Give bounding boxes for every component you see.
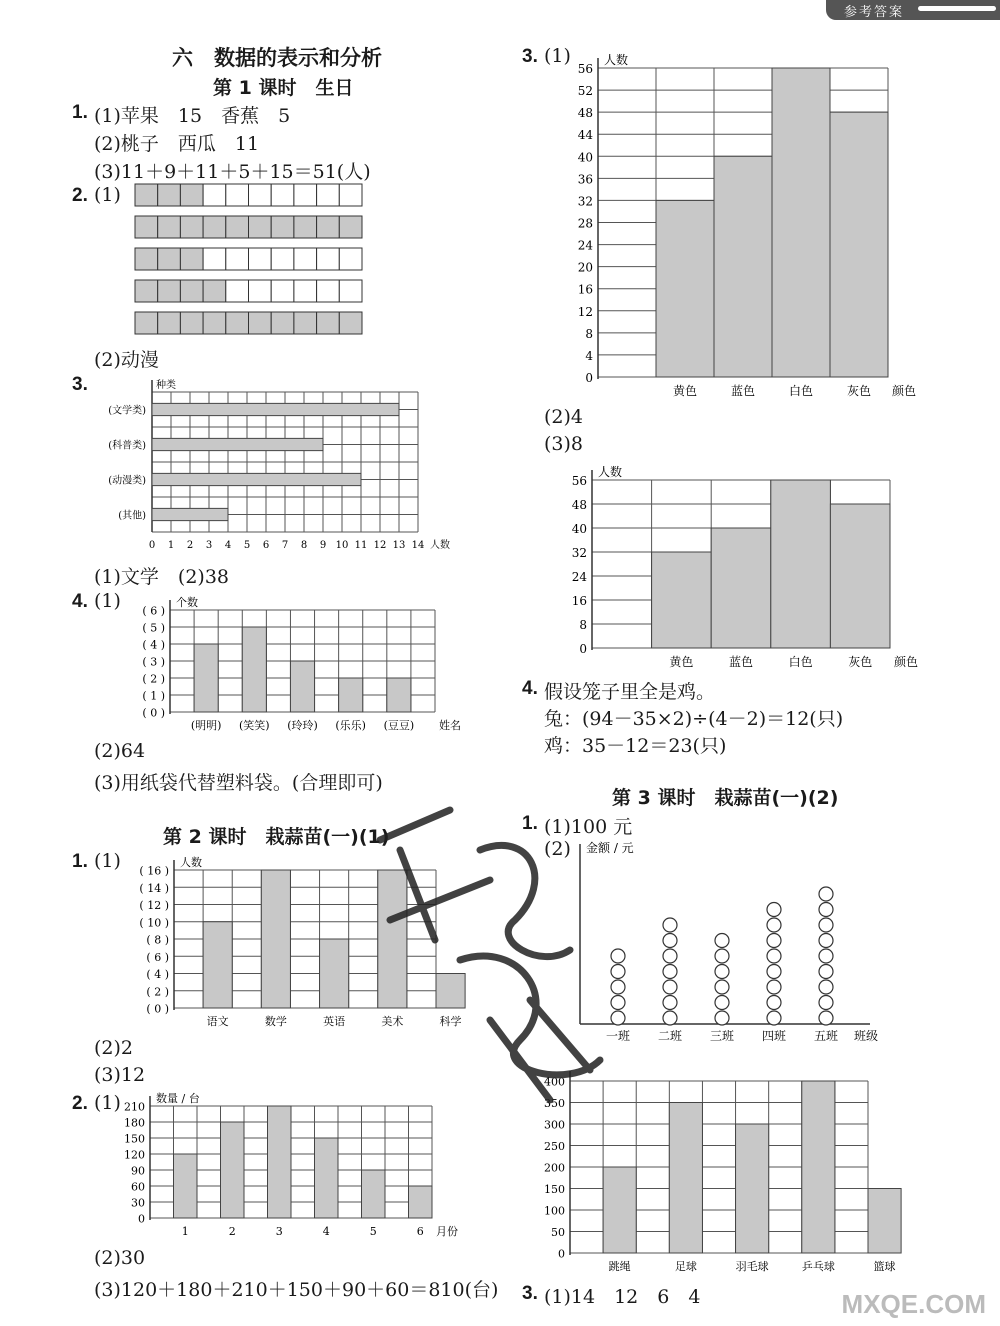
r3-q3-number: 3. xyxy=(522,1283,538,1304)
coin-icon xyxy=(767,980,781,994)
y-axis-label: 个数 xyxy=(176,596,198,609)
filled-cell xyxy=(180,312,203,334)
y-tick-label: ( 6 ) xyxy=(146,950,169,964)
coin-icon xyxy=(715,996,729,1010)
filled-cell xyxy=(317,312,340,334)
l-q4-sub1: (1) xyxy=(94,590,121,612)
y-tick-label: 32 xyxy=(577,194,593,209)
filled-cell xyxy=(271,312,294,334)
filled-cell xyxy=(203,216,226,238)
x-tick-label: 蓝色 xyxy=(728,655,754,669)
y-tick-label: ( 1 ) xyxy=(142,689,165,703)
bar-1 xyxy=(174,1154,198,1218)
x-tick-label: 羽毛球 xyxy=(735,1260,769,1273)
x-axis-label: 班级 xyxy=(854,1029,879,1043)
y-tick-label: 150 xyxy=(544,1183,565,1196)
bar-语文 xyxy=(203,922,232,1008)
coin-icon xyxy=(611,980,625,994)
x-tick-label: 3 xyxy=(275,1225,283,1238)
coin-icon xyxy=(611,965,625,979)
filled-cell xyxy=(294,216,317,238)
x-tick-label: 蓝色 xyxy=(730,384,756,398)
bar-白色 xyxy=(772,68,830,377)
x-axis-label: 颜色 xyxy=(892,384,917,398)
x-tick-label: 黄色 xyxy=(672,384,698,398)
site-watermark-logo: MXQE.COM xyxy=(841,1289,986,1319)
bar-跳绳 xyxy=(603,1167,636,1253)
x-axis-label: 姓名 xyxy=(439,719,461,732)
bar-乒乓球 xyxy=(802,1081,835,1253)
x-tick-label: 10 xyxy=(335,540,349,551)
r-q4-number: 4. xyxy=(522,678,538,699)
y-tick-label: 48 xyxy=(571,498,587,512)
bar-英语 xyxy=(320,939,349,1008)
coin-icon xyxy=(663,996,677,1010)
l-q3-number: 3. xyxy=(72,374,88,395)
y-tick-label: 180 xyxy=(124,1116,145,1130)
empty-cell xyxy=(294,184,317,206)
answer-key-badge xyxy=(826,0,1000,20)
y-tick-label: 40 xyxy=(577,150,593,165)
empty-cell xyxy=(249,280,272,302)
x-tick-label: 灰色 xyxy=(848,655,873,669)
coin-icon xyxy=(767,996,781,1010)
l2-q2-number: 2. xyxy=(72,1093,88,1114)
x-tick-label: 11 xyxy=(354,540,368,551)
l-q4-sub2: (2)64 xyxy=(94,740,146,762)
l-q4-chart xyxy=(118,588,478,734)
y-tick-label: ( 12 ) xyxy=(139,899,169,912)
l-q2-number: 2. xyxy=(72,185,88,206)
filled-cell xyxy=(226,216,249,238)
x-tick-label: 6 xyxy=(416,1225,424,1238)
x-tick-label: 6 xyxy=(262,540,270,551)
empty-cell xyxy=(226,248,249,270)
filled-cell xyxy=(135,280,158,302)
bar-(豆豆) xyxy=(387,678,411,712)
coin-icon xyxy=(663,934,677,948)
coin-icon xyxy=(767,1011,781,1025)
coin-icon xyxy=(715,1011,729,1025)
bar-(明明) xyxy=(194,644,218,712)
y-tick-label: 0 xyxy=(138,1212,145,1226)
x-tick-label: 三班 xyxy=(709,1029,735,1043)
coin-icon xyxy=(819,965,833,979)
l2-q1-chart xyxy=(120,846,462,1030)
bar-羽毛球 xyxy=(736,1124,769,1253)
coin-icon xyxy=(715,965,729,979)
filled-cell xyxy=(135,312,158,334)
bar-(乐乐) xyxy=(339,678,363,712)
x-axis-label: 人数 xyxy=(430,540,450,551)
filled-cell xyxy=(135,184,158,206)
y-tick-label: 400 xyxy=(544,1075,565,1089)
empty-cell xyxy=(317,280,340,302)
y-axis-label: 人数 xyxy=(180,856,202,869)
y-tick-label: ( 4 ) xyxy=(142,638,165,652)
y-tick-label: (动漫类) xyxy=(108,475,146,487)
x-tick-label: 4 xyxy=(224,540,232,551)
x-tick-label: 四班 xyxy=(761,1029,787,1043)
filled-cell xyxy=(339,312,362,334)
r-q3-sub1: (1) xyxy=(544,45,571,67)
filled-cell xyxy=(158,216,181,238)
bar-黄色 xyxy=(652,552,712,648)
y-tick-label: ( 0 ) xyxy=(142,706,165,720)
coin-icon xyxy=(819,996,833,1010)
bar-数学 xyxy=(261,870,290,1008)
empty-cell xyxy=(226,280,249,302)
y-tick-label: ( 8 ) xyxy=(146,933,169,947)
coin-icon xyxy=(611,996,625,1010)
x-tick-label: 14 xyxy=(411,540,425,551)
filled-cell xyxy=(271,216,294,238)
l-q4-sub3: (3)用纸袋代替塑料袋。(合理即可) xyxy=(94,772,383,794)
y-tick-label: 90 xyxy=(131,1164,145,1178)
x-tick-label: 7 xyxy=(281,540,289,551)
y-tick-label: ( 2 ) xyxy=(146,985,169,999)
coin-icon xyxy=(819,949,833,963)
coin-icon xyxy=(767,918,781,932)
r-q3-number: 3. xyxy=(522,46,538,67)
y-tick-label: 0 xyxy=(585,371,593,385)
r3-q1-pictograph xyxy=(570,834,900,1054)
x-tick-label: (笑笑) xyxy=(239,719,270,732)
y-tick-label: ( 14 ) xyxy=(139,881,169,895)
lesson1-title: 第 1 课时 生日 xyxy=(213,77,354,99)
empty-cell xyxy=(339,280,362,302)
x-tick-label: 五班 xyxy=(813,1029,839,1043)
y-tick-label: 16 xyxy=(577,282,593,297)
r-q4-line1: 假设笼子里全是鸡。 xyxy=(544,681,716,703)
x-tick-label: 2 xyxy=(228,1225,236,1238)
x-tick-label: 乒乓球 xyxy=(801,1260,835,1273)
y-tick-label: 150 xyxy=(124,1132,145,1146)
coin-icon xyxy=(611,949,625,963)
coin-icon xyxy=(819,934,833,948)
l2-q1-sub1: (1) xyxy=(94,850,121,872)
empty-cell xyxy=(271,184,294,206)
y-tick-label: 36 xyxy=(577,172,593,187)
filled-cell xyxy=(249,312,272,334)
y-tick-label: 120 xyxy=(124,1148,145,1162)
x-tick-label: 13 xyxy=(392,540,406,551)
r-q3-chart-b xyxy=(550,455,919,675)
y-tick-label: 28 xyxy=(577,216,593,231)
l2-q2-sub3: (3)120＋180＋210＋150＋90＋60＝810(台) xyxy=(94,1279,499,1301)
y-tick-label: 350 xyxy=(544,1097,565,1110)
x-tick-label: 科学 xyxy=(439,1015,462,1028)
filled-cell xyxy=(158,280,181,302)
y-tick-label: ( 10 ) xyxy=(139,916,169,930)
filled-cell xyxy=(226,312,249,334)
coin-icon xyxy=(663,1011,677,1025)
filled-cell xyxy=(294,312,317,334)
x-tick-label: 语文 xyxy=(206,1015,229,1028)
r-q4-line3: 鸡：35－12＝23(只) xyxy=(544,735,727,757)
filled-cell xyxy=(158,248,181,270)
y-tick-label: 12 xyxy=(577,304,593,319)
empty-cell xyxy=(339,248,362,270)
bar-(玲玲) xyxy=(290,661,314,712)
coin-icon xyxy=(663,918,677,932)
l-q4-number: 4. xyxy=(72,591,88,612)
y-tick-label: 16 xyxy=(571,594,587,608)
x-tick-label: 跳绳 xyxy=(608,1260,631,1273)
bar-蓝色 xyxy=(711,528,771,648)
x-tick-label: 4 xyxy=(322,1225,330,1238)
x-tick-label: 足球 xyxy=(674,1260,697,1273)
l2-q2-chart xyxy=(112,1088,472,1243)
x-tick-label: (乐乐) xyxy=(335,719,366,732)
y-tick-label: 44 xyxy=(577,128,593,143)
y-tick-label: 200 xyxy=(544,1161,565,1175)
x-tick-label: 9 xyxy=(319,540,327,551)
y-tick-label: 0 xyxy=(579,642,587,656)
l-q1-c: (3)11＋9＋11＋5＋15＝51(人) xyxy=(94,161,371,183)
y-tick-label: (其他) xyxy=(118,510,146,522)
l-q2-sub2: (2)动漫 xyxy=(94,349,159,371)
y-tick-label: ( 4 ) xyxy=(146,968,169,981)
x-tick-label: 白色 xyxy=(788,655,813,669)
bar-(文学类) xyxy=(152,403,399,415)
bar-足球 xyxy=(669,1103,702,1254)
coin-icon xyxy=(663,965,677,979)
r-q4-line2: 兔：(94－35×2)÷(4－2)＝12(只) xyxy=(544,708,844,730)
l2-q1-number: 1. xyxy=(72,851,88,872)
bar-(笑笑) xyxy=(242,627,266,712)
bar-(动漫类) xyxy=(152,473,361,485)
bar-3 xyxy=(268,1106,292,1218)
empty-cell xyxy=(226,184,249,206)
x-tick-label: 5 xyxy=(369,1225,377,1238)
empty-cell xyxy=(317,248,340,270)
r-q3-sub3: (3)8 xyxy=(544,433,584,455)
y-tick-label: 48 xyxy=(577,106,593,121)
filled-cell xyxy=(158,312,181,334)
x-tick-label: 一班 xyxy=(605,1029,631,1043)
x-tick-label: 1 xyxy=(181,1225,189,1238)
filled-cell xyxy=(203,280,226,302)
bar-2 xyxy=(221,1122,245,1218)
y-tick-label: 4 xyxy=(585,348,593,363)
x-tick-label: 2 xyxy=(186,540,194,551)
y-tick-label: 300 xyxy=(544,1118,565,1132)
x-tick-label: 黄色 xyxy=(669,655,694,669)
y-tick-label: 24 xyxy=(571,570,587,584)
coin-icon xyxy=(663,949,677,963)
bar-篮球 xyxy=(868,1189,901,1254)
y-tick-label: 40 xyxy=(571,522,587,536)
y-axis-label: 人数 xyxy=(598,465,623,479)
coin-icon xyxy=(611,1011,625,1025)
unit-title: 六 数据的表示和分析 xyxy=(172,46,382,70)
l-q1-number: 1. xyxy=(72,102,88,123)
y-tick-label: 24 xyxy=(577,238,593,253)
x-tick-label: 二班 xyxy=(657,1029,683,1043)
y-tick-label: 30 xyxy=(131,1196,145,1210)
y-tick-label: 8 xyxy=(585,326,593,341)
x-tick-label: 8 xyxy=(300,540,308,551)
filled-cell xyxy=(203,312,226,334)
coin-icon xyxy=(715,980,729,994)
y-axis-label: 种类 xyxy=(156,380,176,391)
y-tick-label: 56 xyxy=(577,62,593,76)
l2-q1-sub2: (2)2 xyxy=(94,1037,134,1059)
badge-bar xyxy=(918,6,996,11)
l2-q2-sub1: (1) xyxy=(94,1092,121,1114)
bar-4 xyxy=(315,1138,339,1218)
filled-cell xyxy=(135,248,158,270)
y-tick-label: ( 16 ) xyxy=(139,864,169,878)
y-tick-label: (科普类) xyxy=(108,440,146,452)
bar-(其他) xyxy=(152,508,228,520)
bar-(科普类) xyxy=(152,438,323,450)
empty-cell xyxy=(249,248,272,270)
filled-cell xyxy=(249,216,272,238)
r3-q1-sub2: (2) xyxy=(544,838,571,860)
l2-q2-sub2: (2)30 xyxy=(94,1247,146,1269)
bar-蓝色 xyxy=(714,156,772,377)
filled-cell xyxy=(158,184,181,206)
y-tick-label: 32 xyxy=(571,546,587,560)
empty-cell xyxy=(203,248,226,270)
filled-cell xyxy=(317,216,340,238)
y-axis-label: 人数 xyxy=(604,53,629,67)
empty-cell xyxy=(294,280,317,302)
filled-cell xyxy=(180,280,203,302)
l-q2-grid xyxy=(134,183,364,338)
y-tick-label: 100 xyxy=(544,1204,565,1218)
coin-icon xyxy=(663,980,677,994)
coin-icon xyxy=(767,949,781,963)
y-axis-label: 金额 / 元 xyxy=(586,841,634,855)
x-tick-label: 1 xyxy=(167,540,175,551)
y-tick-label: 56 xyxy=(571,474,587,488)
r-q3-chart-a xyxy=(550,40,917,405)
x-tick-label: (玲玲) xyxy=(287,719,318,732)
coin-icon xyxy=(819,918,833,932)
y-tick-label: ( 0 ) xyxy=(146,1002,169,1016)
badge-label: 参考答案 xyxy=(844,5,905,20)
y-tick-label: 52 xyxy=(577,84,593,99)
empty-cell xyxy=(249,184,272,206)
l-q1-b: (2)桃子 西瓜 11 xyxy=(94,133,260,155)
empty-cell xyxy=(317,184,340,206)
x-tick-label: (豆豆) xyxy=(383,719,415,732)
r3-q3-answer: (1)14 12 6 4 xyxy=(544,1286,701,1308)
empty-cell xyxy=(203,184,226,206)
filled-cell xyxy=(180,248,203,270)
x-tick-label: 灰色 xyxy=(846,384,872,398)
l-q3-answer: (1)文学 (2)38 xyxy=(94,566,230,588)
y-tick-label: ( 3 ) xyxy=(142,655,165,669)
x-tick-label: 5 xyxy=(243,540,251,551)
l-q2-sub1: (1) xyxy=(94,184,121,206)
bar-美术 xyxy=(378,870,407,1008)
bar-科学 xyxy=(436,974,465,1009)
lesson2-title: 第 2 课时 栽蒜苗(一)(1) xyxy=(163,826,390,848)
x-tick-label: 3 xyxy=(205,540,213,551)
y-tick-label: 60 xyxy=(131,1180,145,1194)
x-axis-label: 月份 xyxy=(436,1225,458,1238)
bar-灰色 xyxy=(830,504,890,648)
x-tick-label: 12 xyxy=(373,540,387,551)
bar-灰色 xyxy=(830,112,888,377)
x-tick-label: 英语 xyxy=(323,1015,346,1028)
filled-cell xyxy=(135,216,158,238)
x-tick-label: (明明) xyxy=(190,719,222,732)
r-q3-sub2: (2)4 xyxy=(544,406,584,428)
filled-cell xyxy=(180,184,203,206)
empty-cell xyxy=(294,248,317,270)
r3-q1-sub1: (1)100 元 xyxy=(544,816,633,838)
x-tick-label: 0 xyxy=(148,540,156,551)
empty-cell xyxy=(271,280,294,302)
coin-icon xyxy=(715,934,729,948)
y-tick-label: 8 xyxy=(579,618,587,632)
y-tick-label: 250 xyxy=(544,1140,565,1153)
r3-q1-number: 1. xyxy=(522,813,538,834)
coin-icon xyxy=(715,949,729,963)
coin-icon xyxy=(767,965,781,979)
filled-cell xyxy=(339,216,362,238)
y-tick-label: ( 5 ) xyxy=(142,621,165,635)
empty-cell xyxy=(339,184,362,206)
coin-icon xyxy=(767,934,781,948)
empty-cell xyxy=(271,248,294,270)
coin-icon xyxy=(819,1011,833,1025)
y-axis-label: 数量 / 台 xyxy=(156,1092,200,1105)
y-tick-label: 50 xyxy=(551,1226,565,1239)
coin-icon xyxy=(819,980,833,994)
x-tick-label: 白色 xyxy=(788,384,814,398)
y-tick-label: (文学类) xyxy=(108,405,146,417)
y-tick-label: ( 2 ) xyxy=(142,672,165,686)
coin-icon xyxy=(819,903,833,917)
lesson3-title: 第 3 课时 栽蒜苗(一)(2) xyxy=(612,787,839,809)
l-q3-chart xyxy=(60,370,470,555)
y-tick-label: 20 xyxy=(577,260,593,275)
x-axis-label: 颜色 xyxy=(894,655,919,669)
bar-白色 xyxy=(771,480,831,648)
r3-q2-chart xyxy=(540,1075,896,1275)
l-q1-a: (1)苹果 15 香蕉 5 xyxy=(94,105,291,127)
bar-黄色 xyxy=(656,200,714,377)
x-tick-label: 篮球 xyxy=(873,1260,896,1273)
y-tick-label: ( 6 ) xyxy=(142,604,165,618)
filled-cell xyxy=(180,216,203,238)
l2-q1-sub3: (3)12 xyxy=(94,1064,146,1086)
y-tick-label: 210 xyxy=(124,1100,145,1114)
coin-icon xyxy=(819,887,833,901)
bar-5 xyxy=(362,1170,386,1218)
bar-6 xyxy=(409,1186,433,1218)
coin-icon xyxy=(767,903,781,917)
x-tick-label: 美术 xyxy=(381,1015,404,1028)
x-tick-label: 数学 xyxy=(264,1015,287,1028)
y-tick-label: 0 xyxy=(558,1247,565,1261)
